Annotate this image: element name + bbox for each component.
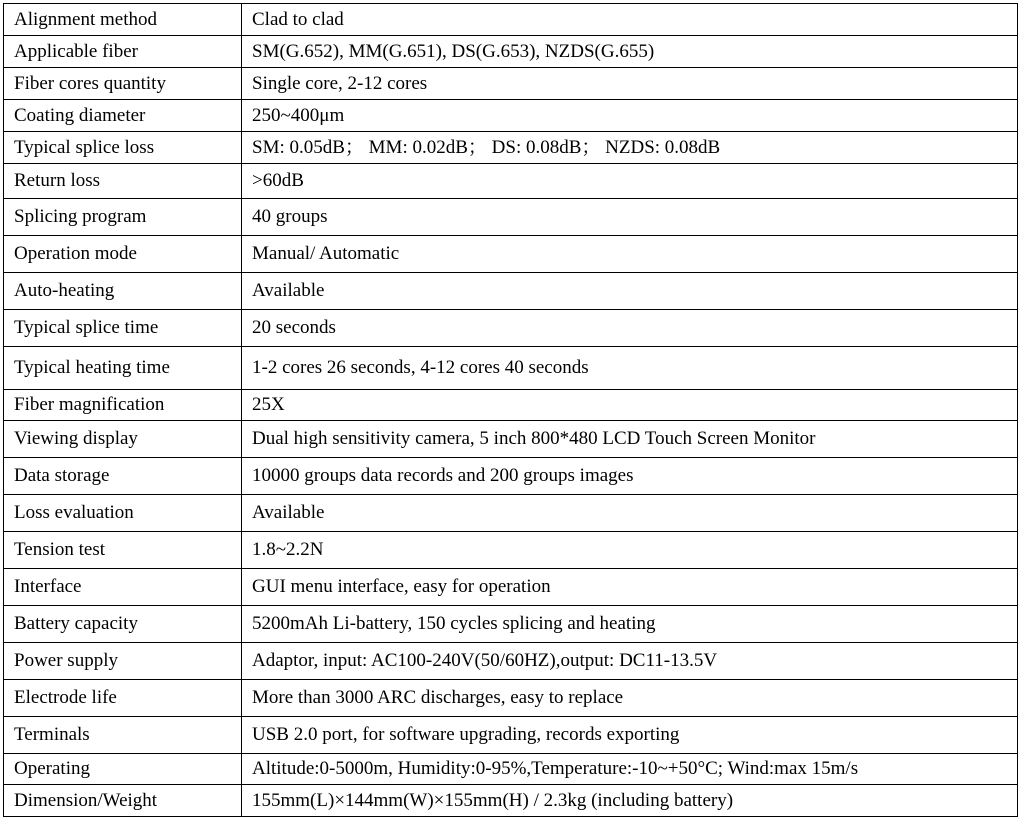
spec-value: 1-2 cores 26 seconds, 4-12 cores 40 seconds <box>242 347 1018 390</box>
table-row <box>4 100 1018 132</box>
spec-value: Single core, 2-12 cores <box>242 68 1018 100</box>
spec-name: Data storage <box>4 458 242 495</box>
spec-name: Operating <box>4 754 242 785</box>
spec-name: Auto-heating <box>4 273 242 310</box>
table-row <box>4 532 1018 569</box>
spec-value: 25X <box>242 390 1018 421</box>
table-row <box>4 4 1018 36</box>
spec-name: Typical splice loss <box>4 132 242 164</box>
spec-value: SM(G.652), MM(G.651), DS(G.653), NZDS(G.655) <box>242 36 1018 68</box>
table-row <box>4 606 1018 643</box>
table-row <box>4 236 1018 273</box>
table-row <box>4 199 1018 236</box>
table-row <box>4 717 1018 754</box>
spec-name: Power supply <box>4 643 242 680</box>
spec-name: Electrode life <box>4 680 242 717</box>
table-row <box>4 495 1018 532</box>
table-row <box>4 310 1018 347</box>
spec-value: 20 seconds <box>242 310 1018 347</box>
spec-name: Applicable fiber <box>4 36 242 68</box>
spec-name: Tension test <box>4 532 242 569</box>
spec-value: 155mm(L)×144mm(W)×155mm(H) / 2.3kg (including battery) <box>242 785 1018 817</box>
table-row <box>4 273 1018 310</box>
table-row <box>4 132 1018 164</box>
spec-value: 5200mAh Li-battery, 150 cycles splicing and heating <box>242 606 1018 643</box>
spec-name: Terminals <box>4 717 242 754</box>
spec-name: Coating diameter <box>4 100 242 132</box>
table-row <box>4 347 1018 390</box>
spec-name: Interface <box>4 569 242 606</box>
spec-name: Typical splice time <box>4 310 242 347</box>
spec-value: 250~400μm <box>242 100 1018 132</box>
spec-name: Return loss <box>4 164 242 199</box>
spec-value: GUI menu interface, easy for operation <box>242 569 1018 606</box>
spec-value: Altitude:0-5000m, Humidity:0-95%,Temperature:-10~+50°C; Wind:max 15m/s <box>242 754 1018 785</box>
spec-value: 10000 groups data records and 200 groups images <box>242 458 1018 495</box>
spec-name: Splicing program <box>4 199 242 236</box>
table-row <box>4 36 1018 68</box>
table-row <box>4 68 1018 100</box>
table-row <box>4 785 1018 817</box>
spec-value: 40 groups <box>242 199 1018 236</box>
spec-name: Typical heating time <box>4 347 242 390</box>
specifications-table <box>3 3 1018 817</box>
spec-value: >60dB <box>242 164 1018 199</box>
spec-value: Clad to clad <box>242 4 1018 36</box>
table-row <box>4 390 1018 421</box>
spec-name: Dimension/Weight <box>4 785 242 817</box>
table-row <box>4 754 1018 785</box>
table-row <box>4 569 1018 606</box>
table-row <box>4 421 1018 458</box>
spec-name: Alignment method <box>4 4 242 36</box>
table-row <box>4 458 1018 495</box>
spec-value: 1.8~2.2N <box>242 532 1018 569</box>
table-row <box>4 643 1018 680</box>
spec-name: Fiber magnification <box>4 390 242 421</box>
spec-value: Manual/ Automatic <box>242 236 1018 273</box>
spec-value: Available <box>242 273 1018 310</box>
spec-value: Dual high sensitivity camera, 5 inch 800*480 LCD Touch Screen Monitor <box>242 421 1018 458</box>
spec-value: More than 3000 ARC discharges, easy to replace <box>242 680 1018 717</box>
spec-name: Fiber cores quantity <box>4 68 242 100</box>
spec-value: Available <box>242 495 1018 532</box>
spec-name: Loss evaluation <box>4 495 242 532</box>
spec-value: Adaptor, input: AC100-240V(50/60HZ),output: DC11-13.5V <box>242 643 1018 680</box>
table-row <box>4 680 1018 717</box>
spec-name: Battery capacity <box>4 606 242 643</box>
spec-name: Operation mode <box>4 236 242 273</box>
table-row <box>4 164 1018 199</box>
spec-name: Viewing display <box>4 421 242 458</box>
spec-value: SM: 0.05dB； MM: 0.02dB； DS: 0.08dB； NZDS: 0.08dB <box>242 132 1018 164</box>
spec-value: USB 2.0 port, for software upgrading, records exporting <box>242 717 1018 754</box>
